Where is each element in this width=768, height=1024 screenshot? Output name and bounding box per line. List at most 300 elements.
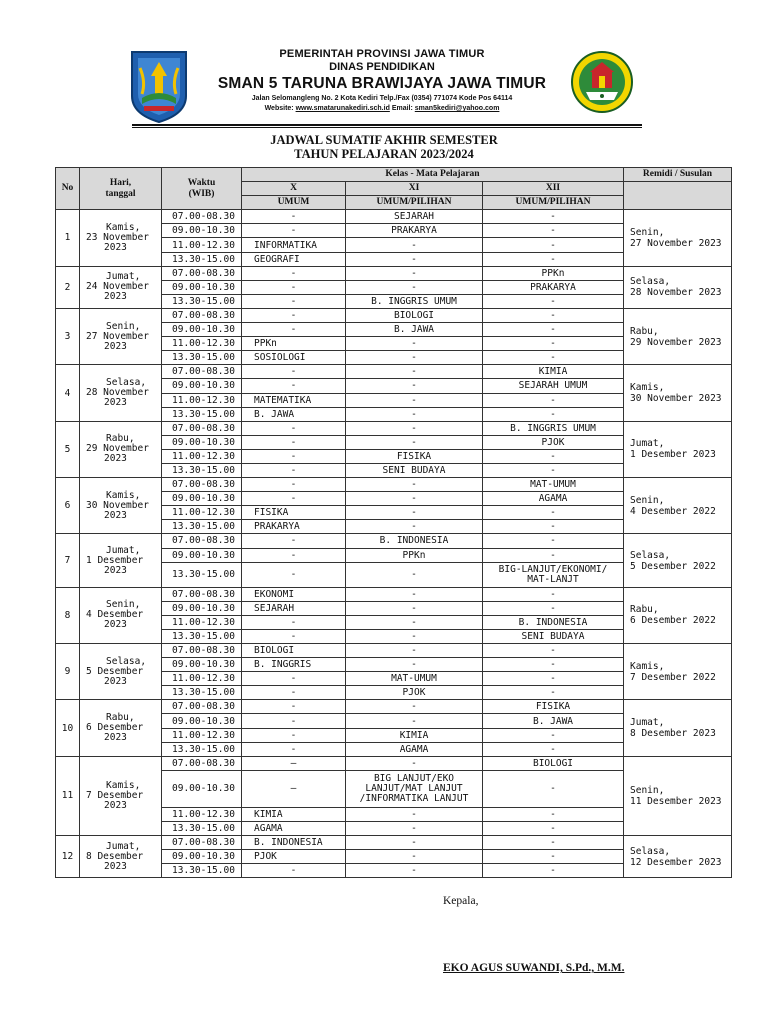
class-x-cell: - xyxy=(242,534,346,548)
class-xi-cell: - xyxy=(346,421,483,435)
day-date-year: 2023 xyxy=(104,564,127,576)
time-cell: 13.30-15.00 xyxy=(162,252,242,266)
class-xii-cell: SENI BUDAYA xyxy=(483,629,624,643)
time-cell: 13.30-15.00 xyxy=(162,520,242,534)
header-class-subject: Kelas - Mata Pelajaran xyxy=(242,168,624,182)
table-row xyxy=(56,534,732,548)
class-xi-cell: - xyxy=(346,714,483,728)
class-xii-cell: - xyxy=(483,252,624,266)
remedial-date-cell xyxy=(624,644,732,700)
header-class-xi-sub: UMUM/PILIHAN xyxy=(346,196,483,210)
class-xii-cell: - xyxy=(483,658,624,672)
row-number: 3 xyxy=(56,308,80,364)
day-date-year: 2023 xyxy=(104,509,127,521)
time-cell: 07.00-08.30 xyxy=(162,210,242,224)
remedial-day: Selasa, xyxy=(630,549,671,561)
day-date-date: 7 Desember xyxy=(86,789,144,801)
day-date-day: Kamis, xyxy=(106,221,141,233)
remedial-day: Rabu, xyxy=(630,325,659,337)
table-row xyxy=(56,210,732,224)
class-xii-cell: - xyxy=(483,407,624,421)
class-xii-cell: B. INDONESIA xyxy=(483,615,624,629)
remedial-day: Kamis, xyxy=(630,382,665,393)
class-xi-cell: - xyxy=(346,836,483,850)
day-date-date: 5 Desember xyxy=(86,665,144,677)
letterhead xyxy=(128,46,640,128)
class-x-cell: - xyxy=(242,492,346,506)
remedial-date: 7 Desember 2022 xyxy=(630,671,716,683)
letterhead-rule xyxy=(132,124,642,126)
class-xi-cell: B. JAWA xyxy=(346,323,483,337)
class-x-cell: - xyxy=(242,449,346,463)
header-class-xii-sub: UMUM/PILIHAN xyxy=(483,196,624,210)
time-cell: 09.00-10.30 xyxy=(162,224,242,238)
class-x-cell: - xyxy=(242,210,346,224)
time-cell: 09.00-10.30 xyxy=(162,492,242,506)
day-date-year: 2023 xyxy=(104,291,127,303)
class-x-cell: B. JAWA xyxy=(242,407,346,421)
time-cell: 09.00-10.30 xyxy=(162,379,242,393)
class-x-cell: PRAKARYA xyxy=(242,520,346,534)
day-date-day: Kamis, xyxy=(106,489,141,501)
remedial-date: 4 Desember 2022 xyxy=(630,505,716,517)
class-x-cell: MATEMATIKA xyxy=(242,393,346,407)
time-cell: 07.00-08.30 xyxy=(162,534,242,548)
day-date-year: 2023 xyxy=(104,799,127,811)
day-date-date: 23 November xyxy=(86,231,149,243)
class-xii-cell: B. INGGRIS UMUM xyxy=(483,421,624,435)
time-cell: 13.30-15.00 xyxy=(162,562,242,587)
school-address: Jalan Selomangleng No. 2 Kota Kediri Telp./Fax (0354) 771074 Kode Pos 64114 xyxy=(251,95,513,102)
class-x-cell: - xyxy=(242,294,346,308)
time-cell: 09.00-10.30 xyxy=(162,323,242,337)
time-cell: 11.00-12.30 xyxy=(162,672,242,686)
class-xi-cell: - xyxy=(346,756,483,770)
day-date-day: Jumat, xyxy=(106,544,141,556)
class-xii-cell: PJOK xyxy=(483,435,624,449)
letterhead-rule-thin xyxy=(132,127,642,128)
day-date-cell xyxy=(80,700,162,756)
department-name: DINAS PENDIDIKAN xyxy=(329,61,435,73)
time-cell: 07.00-08.30 xyxy=(162,478,242,492)
class-xii-cell: - xyxy=(483,323,624,337)
row-number: 9 xyxy=(56,644,80,700)
class-xi-cell: - xyxy=(346,850,483,864)
day-date-cell xyxy=(80,478,162,534)
class-xii-cell: - xyxy=(483,864,624,878)
day-date-cell xyxy=(80,534,162,587)
day-date-cell xyxy=(80,210,162,266)
header-class-x: X xyxy=(242,182,346,196)
class-x-cell: - xyxy=(242,686,346,700)
row-number: 2 xyxy=(56,266,80,308)
class-x-cell: - xyxy=(242,463,346,477)
time-cell: 09.00-10.30 xyxy=(162,280,242,294)
row-number: 7 xyxy=(56,534,80,587)
class-xi-cell: BIOLOGI xyxy=(346,308,483,322)
day-date-day: Senin, xyxy=(106,599,141,611)
class-x-cell: GEOGRAFI xyxy=(242,252,346,266)
remedial-date: 6 Desember 2022 xyxy=(630,615,716,627)
remedial-day: Selasa, xyxy=(630,845,671,857)
day-date-cell xyxy=(80,644,162,700)
remedial-date-cell xyxy=(624,534,732,587)
class-xii-cell: - xyxy=(483,742,624,756)
class-x-cell: - xyxy=(242,224,346,238)
time-cell: 09.00-10.30 xyxy=(162,770,242,807)
class-xi-cell: - xyxy=(346,864,483,878)
time-cell: 07.00-08.30 xyxy=(162,587,242,601)
class-x-cell: B. INGGRIS xyxy=(242,658,346,672)
day-date-year: 2023 xyxy=(104,619,127,631)
class-xi-cell: MAT-UMUM xyxy=(346,672,483,686)
class-xii-cell: - xyxy=(483,601,624,615)
day-date-day: Kamis, xyxy=(106,779,141,791)
class-xi-cell: - xyxy=(346,601,483,615)
class-x-cell: - xyxy=(242,266,346,280)
class-x-cell: B. INDONESIA xyxy=(242,836,346,850)
class-x-cell: - xyxy=(242,308,346,322)
class-x-cell: - xyxy=(242,615,346,629)
class-xi-cell: - xyxy=(346,700,483,714)
time-cell: 11.00-12.30 xyxy=(162,449,242,463)
class-xii-cell: - xyxy=(483,393,624,407)
class-x-cell: - xyxy=(242,379,346,393)
title-line-1: JADWAL SUMATIF AKHIR SEMESTER xyxy=(270,133,498,147)
table-row xyxy=(56,836,732,850)
class-x-cell: - xyxy=(242,700,346,714)
time-cell: 09.00-10.30 xyxy=(162,548,242,562)
remedial-date-cell xyxy=(624,836,732,878)
class-xii-cell: - xyxy=(483,449,624,463)
class-xi-cell: - xyxy=(346,238,483,252)
class-x-cell: - xyxy=(242,280,346,294)
class-x-cell: – xyxy=(242,756,346,770)
time-cell: 11.00-12.30 xyxy=(162,393,242,407)
class-xii-cell: - xyxy=(483,770,624,807)
time-cell: 11.00-12.30 xyxy=(162,807,242,821)
row-number: 12 xyxy=(56,836,80,878)
day-date-date: 8 Desember xyxy=(86,850,144,862)
time-cell: 09.00-10.30 xyxy=(162,850,242,864)
class-xi-cell: - xyxy=(346,644,483,658)
remedial-date-cell xyxy=(624,421,732,477)
class-xii-cell: SEJARAH UMUM xyxy=(483,379,624,393)
class-xi-cell: - xyxy=(346,506,483,520)
header-remedial-blank xyxy=(624,182,732,210)
remedial-day: Jumat, xyxy=(630,717,665,729)
day-date-cell xyxy=(80,365,162,421)
class-xii-cell: KIMIA xyxy=(483,365,624,379)
time-cell: 11.00-12.30 xyxy=(162,506,242,520)
class-x-cell: - xyxy=(242,672,346,686)
row-number: 11 xyxy=(56,756,80,835)
class-xi-cell: - xyxy=(346,615,483,629)
row-number: 5 xyxy=(56,421,80,477)
class-xi-cell: FISIKA xyxy=(346,449,483,463)
class-xii-cell: BIG-LANJUT/EKONOMI/ MAT-LANJT xyxy=(483,562,624,587)
class-xi-cell: - xyxy=(346,337,483,351)
school-crest-icon xyxy=(570,50,634,114)
class-x-cell: KIMIA xyxy=(242,807,346,821)
remedial-date-cell xyxy=(624,478,732,534)
remedial-date: 28 November 2023 xyxy=(630,287,722,299)
remedial-date: 30 November 2023 xyxy=(630,393,722,404)
schedule-table xyxy=(55,167,732,878)
time-cell: 11.00-12.30 xyxy=(162,728,242,742)
class-xi-cell: - xyxy=(346,658,483,672)
class-xi-cell: BIG LANJUT/EKO LANJUT/MAT LANJUT /INFORMATIKA LANJUT xyxy=(346,770,483,807)
row-number: 6 xyxy=(56,478,80,534)
remedial-day: Senin, xyxy=(630,784,665,796)
class-xii-cell: AGAMA xyxy=(483,492,624,506)
day-date-year: 2023 xyxy=(104,453,127,465)
day-date-cell xyxy=(80,756,162,835)
class-xi-cell: - xyxy=(346,520,483,534)
time-cell: 13.30-15.00 xyxy=(162,294,242,308)
time-cell: 13.30-15.00 xyxy=(162,351,242,365)
time-cell: 13.30-15.00 xyxy=(162,686,242,700)
remedial-day: Senin, xyxy=(630,494,665,506)
class-xi-cell: AGAMA xyxy=(346,742,483,756)
day-date-date: 1 Desember xyxy=(86,554,144,566)
remedial-date: 12 Desember 2023 xyxy=(630,856,722,868)
time-cell: 13.30-15.00 xyxy=(162,629,242,643)
table-row xyxy=(56,266,732,280)
day-date-year: 2023 xyxy=(104,340,127,352)
class-x-cell: EKONOMI xyxy=(242,587,346,601)
class-xii-cell: - xyxy=(483,728,624,742)
website-link[interactable]: www.smatarunakediri.sch.id xyxy=(295,105,390,112)
class-xi-cell: - xyxy=(346,407,483,421)
time-cell: 09.00-10.30 xyxy=(162,658,242,672)
remedial-day: Kamis, xyxy=(630,660,665,672)
class-xii-cell: - xyxy=(483,224,624,238)
class-xi-cell: - xyxy=(346,807,483,821)
signature-title: Kepala, xyxy=(443,895,479,907)
signature-name: EKO AGUS SUWANDI, S.Pd., M.M. xyxy=(443,962,625,974)
day-date-date: 24 November xyxy=(86,281,149,293)
day-date-date: 4 Desember xyxy=(86,609,144,621)
time-cell: 07.00-08.30 xyxy=(162,308,242,322)
time-cell: 07.00-08.30 xyxy=(162,266,242,280)
class-xi-cell: - xyxy=(346,280,483,294)
table-row xyxy=(56,644,732,658)
class-xi-cell: - xyxy=(346,435,483,449)
class-xi-cell: - xyxy=(346,629,483,643)
time-cell: 11.00-12.30 xyxy=(162,337,242,351)
header-class-xii: XII xyxy=(483,182,624,196)
class-x-cell: - xyxy=(242,435,346,449)
header-time: Waktu (WIB) xyxy=(162,168,242,210)
class-xii-cell: - xyxy=(483,587,624,601)
class-xii-cell: - xyxy=(483,337,624,351)
class-xii-cell: - xyxy=(483,548,624,562)
time-cell: 13.30-15.00 xyxy=(162,407,242,421)
table-row xyxy=(56,700,732,714)
class-x-cell: - xyxy=(242,478,346,492)
remedial-date-cell xyxy=(624,700,732,756)
day-date-cell xyxy=(80,266,162,308)
row-number: 10 xyxy=(56,700,80,756)
class-xi-cell: - xyxy=(346,365,483,379)
header-day-date: Hari, tanggal xyxy=(80,168,162,210)
time-cell: 13.30-15.00 xyxy=(162,742,242,756)
class-xii-cell: - xyxy=(483,308,624,322)
class-x-cell: SEJARAH xyxy=(242,601,346,615)
title-line-2: TAHUN PELAJARAN 2023/2024 xyxy=(294,147,474,161)
remedial-date-cell xyxy=(624,210,732,266)
table-row xyxy=(56,365,732,379)
table-body xyxy=(56,210,732,878)
remedial-date: 1 Desember 2023 xyxy=(630,449,716,461)
day-date-day: Rabu, xyxy=(106,712,135,724)
time-cell: 09.00-10.30 xyxy=(162,714,242,728)
class-xi-cell: PPKn xyxy=(346,548,483,562)
class-xii-cell: - xyxy=(483,534,624,548)
table-row xyxy=(56,478,732,492)
class-xii-cell: BIOLOGI xyxy=(483,756,624,770)
class-xii-cell: - xyxy=(483,644,624,658)
day-date-date: 6 Desember xyxy=(86,722,144,734)
day-date-year: 2023 xyxy=(104,397,127,408)
class-xi-cell: PJOK xyxy=(346,686,483,700)
class-xii-cell: - xyxy=(483,238,624,252)
class-xii-cell: - xyxy=(483,850,624,864)
class-x-cell: - xyxy=(242,714,346,728)
remedial-date: 5 Desember 2022 xyxy=(630,560,716,572)
time-cell: 13.30-15.00 xyxy=(162,463,242,477)
class-x-cell: - xyxy=(242,562,346,587)
day-date-day: Jumat, xyxy=(106,840,141,852)
day-date-day: Senin, xyxy=(106,320,141,332)
class-xi-cell: - xyxy=(346,351,483,365)
day-date-cell xyxy=(80,836,162,878)
day-date-date: 27 November xyxy=(86,330,149,342)
class-xii-cell: - xyxy=(483,351,624,365)
class-x-cell: - xyxy=(242,365,346,379)
document-title xyxy=(0,133,768,161)
class-x-cell: - xyxy=(242,548,346,562)
day-date-cell xyxy=(80,421,162,477)
day-date-day: Rabu, xyxy=(106,433,135,445)
class-xi-cell: SENI BUDAYA xyxy=(346,463,483,477)
remedial-day: Senin, xyxy=(630,226,665,238)
class-xi-cell: B. INDONESIA xyxy=(346,534,483,548)
remedial-date: 11 Desember 2023 xyxy=(630,795,722,807)
class-xii-cell: - xyxy=(483,294,624,308)
day-date-date: 30 November xyxy=(86,499,149,511)
school-contacts xyxy=(200,104,564,114)
time-cell: 07.00-08.30 xyxy=(162,836,242,850)
remedial-day: Rabu, xyxy=(630,604,659,616)
time-cell: 11.00-12.30 xyxy=(162,615,242,629)
class-xi-cell: - xyxy=(346,252,483,266)
class-x-cell: - xyxy=(242,323,346,337)
day-date-cell xyxy=(80,308,162,364)
class-xii-cell: FISIKA xyxy=(483,700,624,714)
class-x-cell: AGAMA xyxy=(242,821,346,835)
school-name: SMAN 5 TARUNA BRAWIJAYA JAWA TIMUR xyxy=(217,75,547,92)
class-x-cell: - xyxy=(242,728,346,742)
day-date-year: 2023 xyxy=(104,241,127,253)
class-xii-cell: - xyxy=(483,672,624,686)
row-number: 4 xyxy=(56,365,80,421)
email-link[interactable]: sman5kediri@yahoo.com xyxy=(414,105,500,112)
day-date-day: Jumat, xyxy=(106,271,141,283)
class-xi-cell: - xyxy=(346,821,483,835)
class-xii-cell: - xyxy=(483,686,624,700)
class-xii-cell: - xyxy=(483,807,624,821)
time-cell: 07.00-08.30 xyxy=(162,756,242,770)
remedial-date: 29 November 2023 xyxy=(630,336,722,348)
remedial-date: 8 Desember 2023 xyxy=(630,728,716,740)
remedial-date-cell xyxy=(624,365,732,421)
class-x-cell: - xyxy=(242,629,346,643)
class-xii-cell: B. JAWA xyxy=(483,714,624,728)
time-cell: 13.30-15.00 xyxy=(162,821,242,835)
east-java-emblem-icon xyxy=(128,48,190,124)
day-date-year: 2023 xyxy=(104,732,127,744)
class-xi-cell: - xyxy=(346,492,483,506)
remedial-day: Selasa, xyxy=(630,276,671,288)
class-xii-cell: PPKn xyxy=(483,266,624,280)
day-date-cell xyxy=(80,587,162,643)
class-xi-cell: KIMIA xyxy=(346,728,483,742)
class-xi-cell: - xyxy=(346,379,483,393)
table-row xyxy=(56,308,732,322)
class-x-cell: - xyxy=(242,864,346,878)
day-date-day: Selasa, xyxy=(106,655,147,667)
table-header xyxy=(56,168,732,210)
class-xii-cell: - xyxy=(483,463,624,477)
time-cell: 09.00-10.30 xyxy=(162,601,242,615)
letterhead-text xyxy=(200,48,564,114)
day-date-date: 29 November xyxy=(86,443,149,455)
class-xii-cell: - xyxy=(483,836,624,850)
row-number: 8 xyxy=(56,587,80,643)
class-xi-cell: PRAKARYA xyxy=(346,224,483,238)
website-label: Website: xyxy=(264,105,294,112)
remedial-date-cell xyxy=(624,587,732,643)
class-x-cell: SOSIOLOGI xyxy=(242,351,346,365)
class-xi-cell: - xyxy=(346,587,483,601)
remedial-date: 27 November 2023 xyxy=(630,237,722,249)
class-xii-cell: MAT-UMUM xyxy=(483,478,624,492)
class-x-cell: PJOK xyxy=(242,850,346,864)
day-date-date: 28 November xyxy=(86,387,149,398)
time-cell: 09.00-10.30 xyxy=(162,435,242,449)
class-xii-cell: - xyxy=(483,210,624,224)
class-xii-cell: - xyxy=(483,520,624,534)
class-xii-cell: PRAKARYA xyxy=(483,280,624,294)
header-class-x-sub: UMUM xyxy=(242,196,346,210)
remedial-day: Jumat, xyxy=(630,438,665,450)
table-row xyxy=(56,756,732,770)
class-x-cell: - xyxy=(242,421,346,435)
class-xi-cell: B. INGGRIS UMUM xyxy=(346,294,483,308)
time-cell: 11.00-12.30 xyxy=(162,238,242,252)
row-number: 1 xyxy=(56,210,80,266)
remedial-date-cell xyxy=(624,756,732,835)
remedial-date-cell xyxy=(624,308,732,364)
class-xi-cell: SEJARAH xyxy=(346,210,483,224)
government-name: PEMERINTAH PROVINSI JAWA TIMUR xyxy=(279,48,485,60)
class-xi-cell: - xyxy=(346,562,483,587)
day-date-year: 2023 xyxy=(104,675,127,687)
time-cell: 07.00-08.30 xyxy=(162,421,242,435)
remedial-date-cell xyxy=(624,266,732,308)
